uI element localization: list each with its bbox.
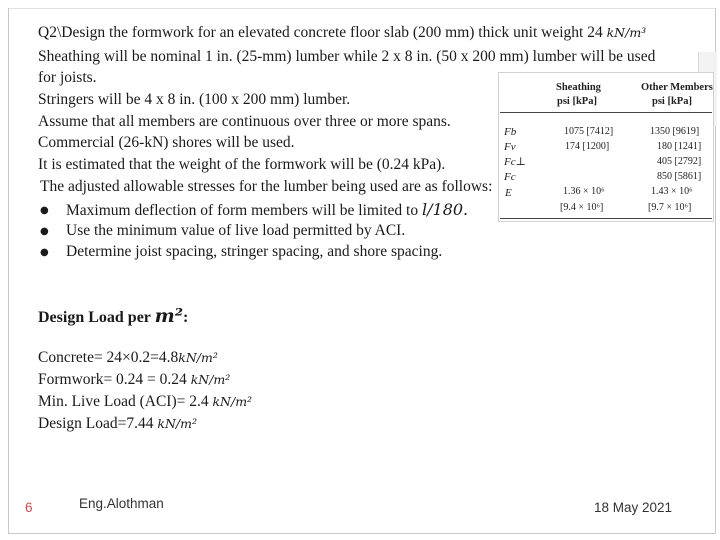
question-line-6: Commercial (26-kN) shores will be used. (38, 134, 295, 151)
table-rule (500, 112, 712, 113)
footer-author: Eng.Alothman (79, 496, 164, 511)
question-line-2: Sheathing will be nominal 1 in. (25-mm) lumber while 2 x 8 in. (50 x 200 mm) lumber will be used (38, 48, 656, 65)
bullet-icon: ● (40, 205, 49, 216)
cell-sheathing: 1075 [7412] (564, 126, 614, 137)
live-load-line (38, 394, 252, 410)
question-line-5: Assume that all members are continuous over three or more spans. (38, 113, 451, 130)
table-rule (500, 218, 712, 219)
page-number: 6 (25, 500, 33, 515)
design-load-heading-text: Design Load per (38, 309, 155, 326)
cell-other: 850 [5861] (657, 171, 702, 182)
col-subheader-sheathing: psi [kPa] (557, 96, 597, 107)
slide-border-top (8, 8, 716, 9)
question-line-1-text: Q2\Design the formwork for an elevated concrete floor slab (200 mm) thick unit weight 24 (38, 24, 607, 41)
bullet-item: Use the minimum value of live load permitted by ACI. (66, 222, 406, 239)
question-line-8: The adjusted allowable stresses for the lumber being used are as follows: (40, 178, 493, 195)
slide-border-bottom (8, 533, 716, 534)
cell-other: 1.43 × 10⁶ (651, 186, 693, 197)
row-symbol: Fc⊥ (504, 156, 526, 168)
col-subheader-other: psi [kPa] (652, 96, 692, 107)
cell-other: 405 [2792] (657, 156, 702, 167)
cell-sheathing: 1.36 × 10⁶ (563, 186, 605, 197)
cell-other: 180 [1241] (657, 141, 702, 152)
design-load-heading-colon: : (183, 309, 189, 326)
total-design-load-unit: kN/m² (157, 416, 197, 431)
live-load-text: Min. Live Load (ACI)= 2.4 (38, 393, 213, 410)
question-line-7: It is estimated that the weight of the formwork will be (0.24 kPa). (38, 156, 446, 173)
bullet-icon: ● (40, 226, 49, 237)
bullet-item: Determine joist spacing, stringer spacing, and shore spacing. (66, 243, 443, 260)
cell-sheathing: 174 [1200] (565, 141, 610, 152)
formwork-load-line (38, 372, 230, 388)
formwork-load-text: Formwork= 0.24 = 0.24 (38, 371, 191, 388)
row-symbol: E (505, 187, 512, 199)
design-load-heading-unit: m² (154, 305, 184, 327)
cell-sheathing: [9.4 × 10⁶] (560, 202, 604, 213)
row-symbol: Fc (504, 171, 516, 183)
question-line-3: for joists. (38, 69, 97, 86)
bullet-text: Maximum deflection of form members will be limited to (66, 202, 422, 219)
question-line-1 (38, 25, 646, 41)
live-load-unit: kN/m² (212, 394, 253, 409)
row-symbol: Fv (504, 141, 516, 153)
formwork-load-unit: kN/m² (190, 372, 231, 387)
question-line-4: Stringers will be 4 x 8 in. (100 x 200 mm) lumber. (38, 91, 351, 108)
bullet-item (66, 202, 468, 219)
concrete-load-text: Concrete= 24×0.2=4.8 (38, 349, 179, 366)
row-symbol: Fb (504, 126, 517, 138)
col-header-sheathing: Sheathing (556, 82, 601, 93)
deflection-limit: l/180. (422, 200, 469, 219)
total-design-load-text: Design Load=7.44 (38, 415, 158, 432)
cell-other: [9.7 × 10⁶] (648, 202, 692, 213)
cell-other: 1350 [9619] (650, 126, 700, 137)
footer-date: 18 May 2021 (594, 500, 673, 515)
concrete-load-line (38, 350, 218, 366)
col-header-other: Other Members (641, 82, 713, 93)
unit-weight-unit: kN/m³ (606, 25, 647, 40)
design-load-heading (38, 307, 188, 326)
total-design-load-line (38, 416, 197, 432)
bullet-icon: ● (40, 247, 49, 258)
slide-border-left (8, 8, 9, 534)
concrete-load-unit: kN/m² (178, 350, 218, 365)
